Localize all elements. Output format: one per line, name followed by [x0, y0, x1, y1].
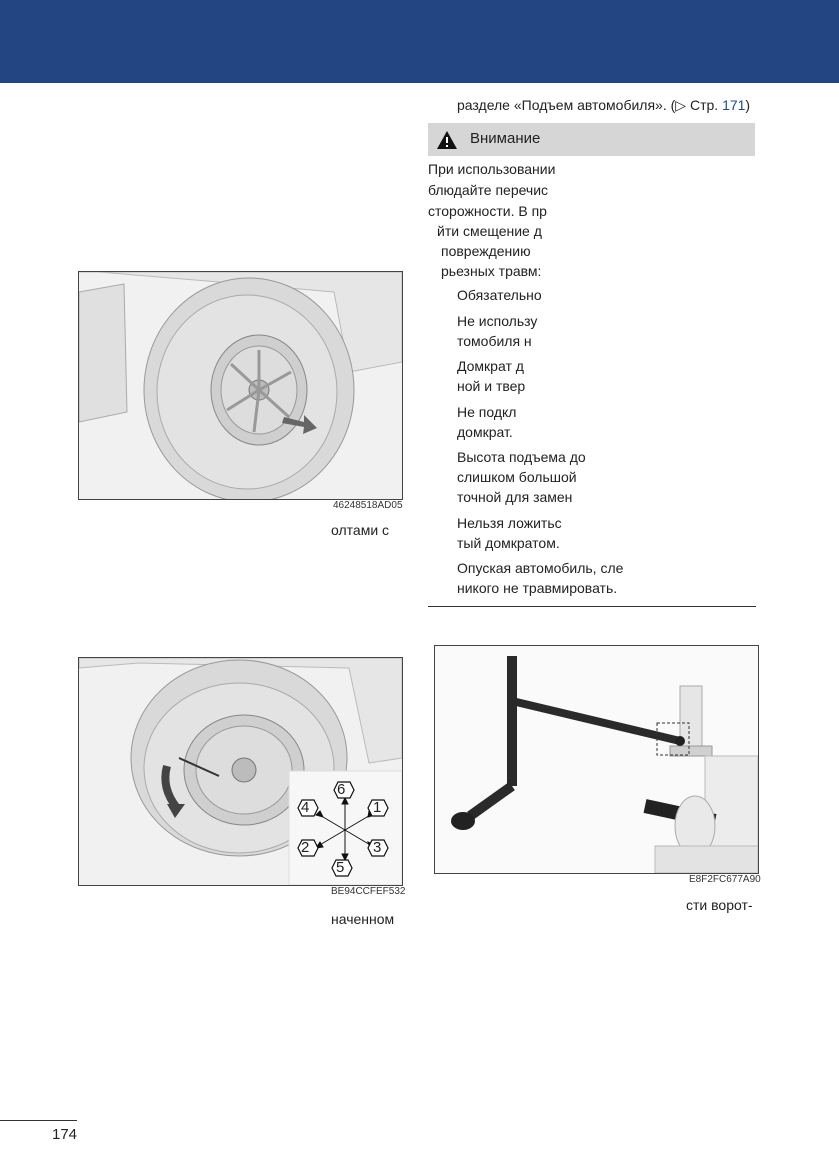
warning-item: Нельзя ложитьс [457, 515, 562, 531]
warning-item: Высота подъема до [457, 449, 586, 465]
warning-item: Не подкл [457, 404, 517, 420]
body-text: олтами с [331, 522, 390, 538]
warning-item: Опуская автомобиль, сле [457, 560, 624, 576]
warning-header [428, 123, 755, 156]
bolt-label: 4 [301, 799, 310, 816]
intro-line: разделе «Подъем автомобиля». (▷ Стр. 171) [457, 97, 751, 113]
body-text: сти ворот- [686, 897, 753, 913]
bolt-label: 5 [336, 859, 345, 876]
bolt-label: 2 [301, 839, 310, 856]
warning-line: При использовании [428, 161, 556, 177]
warning-line: блюдайте перечис [428, 182, 549, 198]
body-text: наченном [331, 911, 395, 927]
warning-item: томобиля н [457, 333, 532, 349]
jack-wrench-illustration [435, 646, 758, 873]
warning-line: сторожности. В пр [428, 203, 547, 219]
figure-wheel-cap [78, 271, 403, 500]
warning-item: Не использу [457, 313, 538, 329]
warning-item: слишком большой [457, 469, 577, 485]
warning-item: Обязательно [457, 287, 542, 303]
warning-item: Домкрат д [457, 358, 524, 374]
bolt-order-diagram [290, 778, 400, 882]
bolt-label: 3 [373, 839, 382, 856]
warning-line: рьезных травм: [441, 263, 542, 279]
warning-line: йти смещение д [437, 223, 542, 239]
wheel-cap-illustration [79, 272, 402, 499]
figure-code: BE94CCFEF532 [331, 886, 406, 897]
warning-item: ной и твер [457, 378, 526, 394]
warning-title: Внимание [470, 130, 541, 147]
figure-code: E8F2FC677A90 [689, 874, 761, 885]
figure-code: 46248518AD05 [333, 500, 403, 511]
page-reference-link[interactable]: 171 [722, 97, 746, 113]
warning-item: никого не травмировать. [457, 580, 618, 596]
bolt-label: 1 [373, 799, 382, 816]
warning-line: повреждению [441, 243, 531, 259]
warning-item: точной для замен [457, 489, 573, 505]
warning-triangle-icon [436, 130, 458, 155]
page-number: 174 [52, 1126, 78, 1143]
footer-rule [0, 1120, 77, 1121]
figure-jack-wrench [434, 645, 759, 874]
bolt-label: 6 [337, 781, 346, 798]
header-bar [0, 0, 839, 83]
warning-item: тый домкратом. [457, 535, 560, 551]
warning-end-rule [428, 606, 756, 607]
warning-item: домкрат. [457, 424, 513, 440]
